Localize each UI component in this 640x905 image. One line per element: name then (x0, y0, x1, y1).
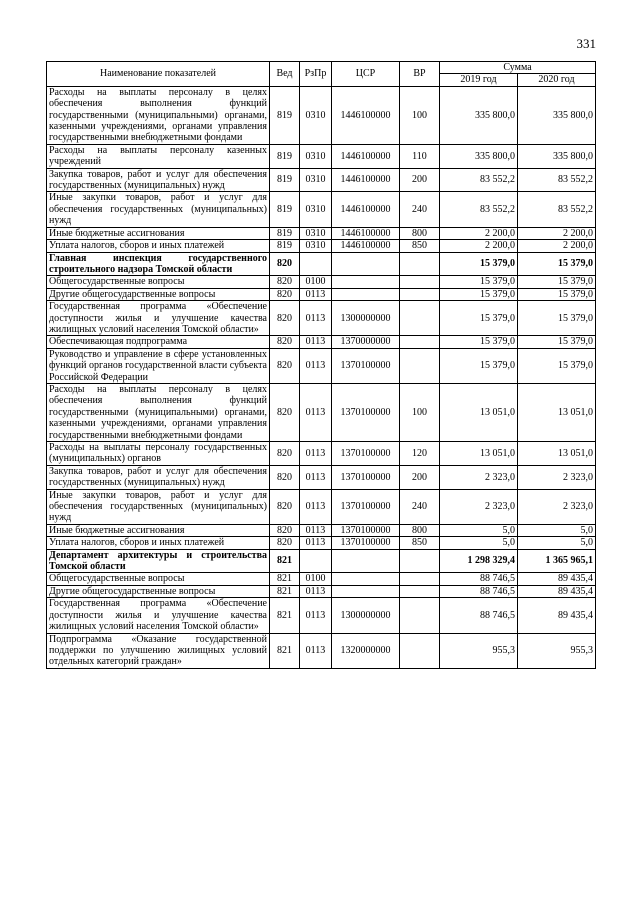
row-ved-cell: 821 (270, 573, 300, 585)
row-csr-cell: 1370100000 (332, 537, 400, 549)
row-ved-cell: 821 (270, 585, 300, 597)
row-csr-cell: 1446100000 (332, 192, 400, 227)
table-row (47, 442, 596, 466)
row-rzpr-cell (300, 252, 332, 276)
row-sum-2020-cell: 955,3 (518, 633, 596, 668)
row-sum-2019-cell: 83 552,2 (440, 192, 518, 227)
row-name-cell: Иные закупки товаров, работ и услуг для обеспечения государственных (муниципальных) нужд (47, 192, 270, 227)
row-sum-2019-cell: 5,0 (440, 537, 518, 549)
table-row (47, 465, 596, 489)
row-sum-2019-cell: 335 800,0 (440, 86, 518, 144)
row-sum-2020-cell: 89 435,4 (518, 573, 596, 585)
row-name-cell: Общегосударственные вопросы (47, 276, 270, 288)
row-csr-cell: 1300000000 (332, 598, 400, 633)
page-number: 331 (576, 36, 596, 51)
row-ved-cell: 820 (270, 524, 300, 536)
table-row (47, 524, 596, 536)
row-sum-2020-cell: 335 800,0 (518, 86, 596, 144)
row-csr-cell: 1446100000 (332, 240, 400, 252)
row-name-cell: Государственная программа «Обеспечение доступности жилья и улучшение качества жилищных условий населения Томской области» (47, 301, 270, 336)
row-vr-cell (400, 348, 440, 383)
row-csr-cell: 1446100000 (332, 86, 400, 144)
row-ved-cell: 819 (270, 227, 300, 239)
row-vr-cell (400, 288, 440, 300)
row-rzpr-cell: 0113 (300, 598, 332, 633)
row-sum-2019-cell: 15 379,0 (440, 348, 518, 383)
row-sum-2020-cell: 89 435,4 (518, 598, 596, 633)
row-csr-cell (332, 288, 400, 300)
row-sum-2019-cell: 1 298 329,4 (440, 549, 518, 573)
row-ved-cell: 820 (270, 288, 300, 300)
row-sum-2020-cell: 2 323,0 (518, 465, 596, 489)
row-name-cell: Закупка товаров, работ и услуг для обеспечения государственных (муниципальных) нужд (47, 465, 270, 489)
row-vr-cell (400, 573, 440, 585)
row-vr-cell: 120 (400, 442, 440, 466)
row-rzpr-cell (300, 549, 332, 573)
row-name-cell: Закупка товаров, работ и услуг для обеспечения государственных (муниципальных) нужд (47, 168, 270, 192)
row-ved-cell: 820 (270, 348, 300, 383)
row-sum-2020-cell: 5,0 (518, 537, 596, 549)
table-row (47, 383, 596, 441)
row-ved-cell: 821 (270, 549, 300, 573)
row-name-cell: Иные бюджетные ассигнования (47, 524, 270, 536)
row-rzpr-cell: 0100 (300, 276, 332, 288)
table-row (47, 633, 596, 668)
table-header (47, 62, 596, 87)
row-name-cell: Иные закупки товаров, работ и услуг для обеспечения государственных (муниципальных) нужд (47, 489, 270, 524)
header-csr: ЦСР (332, 62, 400, 87)
row-ved-cell: 819 (270, 86, 300, 144)
row-csr-cell (332, 252, 400, 276)
table-row (47, 168, 596, 192)
row-vr-cell: 100 (400, 383, 440, 441)
row-sum-2020-cell: 13 051,0 (518, 442, 596, 466)
row-vr-cell: 800 (400, 524, 440, 536)
row-sum-2019-cell: 88 746,5 (440, 598, 518, 633)
row-name-cell: Уплата налогов, сборов и иных платежей (47, 537, 270, 549)
row-csr-cell: 1300000000 (332, 301, 400, 336)
row-vr-cell (400, 336, 440, 348)
row-vr-cell (400, 301, 440, 336)
row-rzpr-cell: 0113 (300, 288, 332, 300)
header-rzpr: РзПр (300, 62, 332, 87)
row-vr-cell: 240 (400, 489, 440, 524)
row-csr-cell: 1446100000 (332, 168, 400, 192)
table-row (47, 336, 596, 348)
row-csr-cell: 1370100000 (332, 465, 400, 489)
row-ved-cell: 820 (270, 276, 300, 288)
row-rzpr-cell: 0113 (300, 537, 332, 549)
row-ved-cell: 819 (270, 192, 300, 227)
row-sum-2019-cell: 955,3 (440, 633, 518, 668)
row-rzpr-cell: 0113 (300, 633, 332, 668)
table-row (47, 240, 596, 252)
row-rzpr-cell: 0113 (300, 336, 332, 348)
table-row (47, 252, 596, 276)
row-ved-cell: 820 (270, 537, 300, 549)
row-rzpr-cell: 0113 (300, 489, 332, 524)
table-row (47, 288, 596, 300)
header-ved: Вед (270, 62, 300, 87)
row-rzpr-cell: 0113 (300, 348, 332, 383)
row-csr-cell: 1370100000 (332, 442, 400, 466)
row-sum-2020-cell: 2 323,0 (518, 489, 596, 524)
row-csr-cell: 1370100000 (332, 383, 400, 441)
row-rzpr-cell: 0113 (300, 301, 332, 336)
row-name-cell: Государственная программа «Обеспечение доступности жилья и улучшение качества жилищных условий населения Томской области» (47, 598, 270, 633)
row-vr-cell: 200 (400, 168, 440, 192)
row-rzpr-cell: 0113 (300, 383, 332, 441)
row-name-cell: Другие общегосударственные вопросы (47, 288, 270, 300)
row-vr-cell (400, 585, 440, 597)
table-row (47, 348, 596, 383)
row-sum-2019-cell: 13 051,0 (440, 383, 518, 441)
table-row (47, 585, 596, 597)
row-vr-cell: 850 (400, 537, 440, 549)
row-vr-cell (400, 598, 440, 633)
table-row (47, 301, 596, 336)
row-sum-2020-cell: 15 379,0 (518, 288, 596, 300)
row-rzpr-cell: 0113 (300, 465, 332, 489)
table-row (47, 489, 596, 524)
row-name-cell: Главная инспекция государственного строительного надзора Томской области (47, 252, 270, 276)
row-sum-2019-cell: 88 746,5 (440, 573, 518, 585)
row-rzpr-cell: 0310 (300, 192, 332, 227)
row-rzpr-cell: 0113 (300, 585, 332, 597)
row-sum-2020-cell: 5,0 (518, 524, 596, 536)
row-sum-2019-cell: 15 379,0 (440, 252, 518, 276)
row-sum-2020-cell: 15 379,0 (518, 348, 596, 383)
row-rzpr-cell: 0310 (300, 168, 332, 192)
table-row (47, 86, 596, 144)
row-ved-cell: 819 (270, 240, 300, 252)
table-row (47, 276, 596, 288)
row-csr-cell: 1446100000 (332, 227, 400, 239)
row-csr-cell: 1370000000 (332, 336, 400, 348)
row-name-cell: Расходы на выплаты персоналу в целях обеспечения выполнения функций государственными (муниципальными) органами, казенными учреждениями, органами управления государственными внебюджетными фондами (47, 86, 270, 144)
row-name-cell: Подпрограмма «Оказание государственной поддержки по улучшению жилищных условий отдельных категорий граждан» (47, 633, 270, 668)
row-vr-cell: 200 (400, 465, 440, 489)
row-ved-cell: 821 (270, 633, 300, 668)
row-sum-2020-cell: 15 379,0 (518, 301, 596, 336)
row-sum-2020-cell: 15 379,0 (518, 252, 596, 276)
row-vr-cell: 240 (400, 192, 440, 227)
header-year-2019: 2019 год (440, 74, 518, 86)
row-rzpr-cell: 0310 (300, 227, 332, 239)
table-row (47, 537, 596, 549)
row-name-cell: Руководство и управление в сфере установленных функций органов государственной власти субъекта Российской Федерации (47, 348, 270, 383)
budget-table (46, 61, 596, 669)
row-sum-2020-cell: 89 435,4 (518, 585, 596, 597)
row-name-cell: Расходы на выплаты персоналу в целях обеспечения выполнения функций государственными (муниципальными) органами, казенными учреждениями, органами управления государственными внебюджетными фондами (47, 383, 270, 441)
row-csr-cell (332, 573, 400, 585)
row-ved-cell: 820 (270, 442, 300, 466)
row-csr-cell (332, 549, 400, 573)
row-vr-cell (400, 549, 440, 573)
row-ved-cell: 820 (270, 465, 300, 489)
row-name-cell: Уплата налогов, сборов и иных платежей (47, 240, 270, 252)
row-name-cell: Расходы на выплаты персоналу государственных (муниципальных) органов (47, 442, 270, 466)
row-sum-2020-cell: 83 552,2 (518, 192, 596, 227)
row-csr-cell: 1320000000 (332, 633, 400, 668)
row-name-cell: Иные бюджетные ассигнования (47, 227, 270, 239)
row-vr-cell: 850 (400, 240, 440, 252)
row-name-cell: Департамент архитектуры и строительства Томской области (47, 549, 270, 573)
row-ved-cell: 819 (270, 144, 300, 168)
header-sum: Сумма (440, 62, 596, 74)
row-ved-cell: 820 (270, 301, 300, 336)
row-vr-cell: 800 (400, 227, 440, 239)
row-sum-2019-cell: 2 200,0 (440, 227, 518, 239)
row-csr-cell: 1370100000 (332, 524, 400, 536)
row-ved-cell: 820 (270, 383, 300, 441)
row-name-cell: Другие общегосударственные вопросы (47, 585, 270, 597)
row-sum-2020-cell: 2 200,0 (518, 240, 596, 252)
row-rzpr-cell: 0310 (300, 144, 332, 168)
table-row (47, 573, 596, 585)
row-sum-2019-cell: 15 379,0 (440, 276, 518, 288)
row-sum-2019-cell: 2 200,0 (440, 240, 518, 252)
row-csr-cell: 1370100000 (332, 348, 400, 383)
table-row (47, 549, 596, 573)
row-ved-cell: 821 (270, 598, 300, 633)
row-name-cell: Обеспечивающая подпрограмма (47, 336, 270, 348)
table-row (47, 598, 596, 633)
row-vr-cell (400, 252, 440, 276)
table-body (47, 86, 596, 668)
table-row (47, 227, 596, 239)
row-ved-cell: 820 (270, 336, 300, 348)
row-ved-cell: 820 (270, 252, 300, 276)
row-sum-2019-cell: 335 800,0 (440, 144, 518, 168)
row-csr-cell (332, 276, 400, 288)
table-row (47, 192, 596, 227)
header-name: Наименование показателей (47, 62, 270, 87)
row-vr-cell: 100 (400, 86, 440, 144)
row-rzpr-cell: 0310 (300, 240, 332, 252)
row-name-cell: Общегосударственные вопросы (47, 573, 270, 585)
row-name-cell: Расходы на выплаты персоналу казенных учреждений (47, 144, 270, 168)
row-sum-2020-cell: 15 379,0 (518, 276, 596, 288)
row-ved-cell: 819 (270, 168, 300, 192)
row-sum-2020-cell: 2 200,0 (518, 227, 596, 239)
table-row (47, 144, 596, 168)
row-sum-2019-cell: 88 746,5 (440, 585, 518, 597)
row-sum-2019-cell: 2 323,0 (440, 465, 518, 489)
row-ved-cell: 820 (270, 489, 300, 524)
row-sum-2019-cell: 5,0 (440, 524, 518, 536)
row-csr-cell: 1370100000 (332, 489, 400, 524)
row-sum-2019-cell: 83 552,2 (440, 168, 518, 192)
row-sum-2020-cell: 15 379,0 (518, 336, 596, 348)
header-vr: ВР (400, 62, 440, 87)
row-sum-2020-cell: 13 051,0 (518, 383, 596, 441)
row-csr-cell (332, 585, 400, 597)
row-vr-cell (400, 276, 440, 288)
row-sum-2020-cell: 335 800,0 (518, 144, 596, 168)
row-vr-cell (400, 633, 440, 668)
row-sum-2019-cell: 2 323,0 (440, 489, 518, 524)
row-sum-2019-cell: 15 379,0 (440, 301, 518, 336)
row-vr-cell: 110 (400, 144, 440, 168)
row-sum-2020-cell: 1 365 965,1 (518, 549, 596, 573)
row-sum-2019-cell: 15 379,0 (440, 336, 518, 348)
row-rzpr-cell: 0310 (300, 86, 332, 144)
row-rzpr-cell: 0113 (300, 442, 332, 466)
row-rzpr-cell: 0100 (300, 573, 332, 585)
row-sum-2019-cell: 13 051,0 (440, 442, 518, 466)
row-csr-cell: 1446100000 (332, 144, 400, 168)
row-sum-2019-cell: 15 379,0 (440, 288, 518, 300)
row-sum-2020-cell: 83 552,2 (518, 168, 596, 192)
header-year-2020: 2020 год (518, 74, 596, 86)
row-rzpr-cell: 0113 (300, 524, 332, 536)
